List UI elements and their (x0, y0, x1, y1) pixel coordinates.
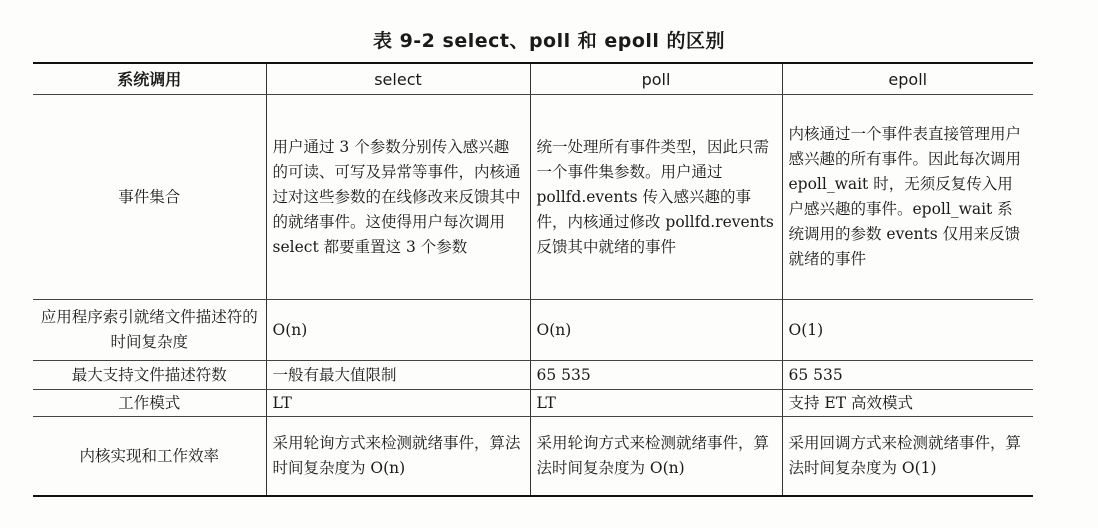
cell-epoll: 65 535 (782, 361, 1033, 390)
cell-select: O(n) (266, 300, 530, 361)
cell-poll: 统一处理所有事件类型，因此只需一个事件集参数。用户通过 pollfd.events 传入感兴趣的事件，内核通过修改 pollfd.revents 反馈其中就绪的事件 (530, 95, 782, 300)
cell-epoll: 支持 ET 高效模式 (782, 390, 1033, 417)
comparison-table (33, 62, 1033, 497)
cell-poll: LT (530, 390, 782, 417)
header-select: select (266, 63, 530, 95)
cell-epoll: O(1) (782, 300, 1033, 361)
cell-poll: O(n) (530, 300, 782, 361)
row-label: 最大支持文件描述符数 (33, 361, 266, 390)
row-label: 工作模式 (33, 390, 266, 417)
header-syscall: 系统调用 (33, 63, 266, 95)
header-row (33, 63, 1033, 95)
table-row (33, 417, 1033, 497)
cell-poll: 采用轮询方式来检测就绪事件，算法时间复杂度为 O(n) (530, 417, 782, 497)
cell-epoll: 采用回调方式来检测就绪事件，算法时间复杂度为 O(1) (782, 417, 1033, 497)
cell-select: 采用轮询方式来检测就绪事件，算法时间复杂度为 O(n) (266, 417, 530, 497)
header-poll: poll (530, 63, 782, 95)
cell-select: 一般有最大值限制 (266, 361, 530, 390)
table-row (33, 300, 1033, 361)
cell-select: LT (266, 390, 530, 417)
cell-poll: 65 535 (530, 361, 782, 390)
header-epoll: epoll (782, 63, 1033, 95)
table-row (33, 361, 1033, 390)
cell-select: 用户通过 3 个参数分别传入感兴趣的可读、可写及异常等事件，内核通过对这些参数的在线修改来反馈其中的就绪事件。这使得用户每次调用 select 都要重置这 3 个参数 (266, 95, 530, 300)
row-label: 内核实现和工作效率 (33, 417, 266, 497)
table-row (33, 95, 1033, 300)
row-label: 应用程序索引就绪文件描述符的时间复杂度 (33, 300, 266, 361)
cell-epoll: 内核通过一个事件表直接管理用户感兴趣的所有事件。因此每次调用 epoll_wait 时，无须反复传入用户感兴趣的事件。epoll_wait 系统调用的参数 events 仅用来反馈就绪的事件 (782, 95, 1033, 300)
row-label: 事件集合 (33, 95, 266, 300)
table-caption: 表 9-2 select、poll 和 epoll 的区别 (372, 30, 726, 52)
table-row (33, 390, 1033, 417)
